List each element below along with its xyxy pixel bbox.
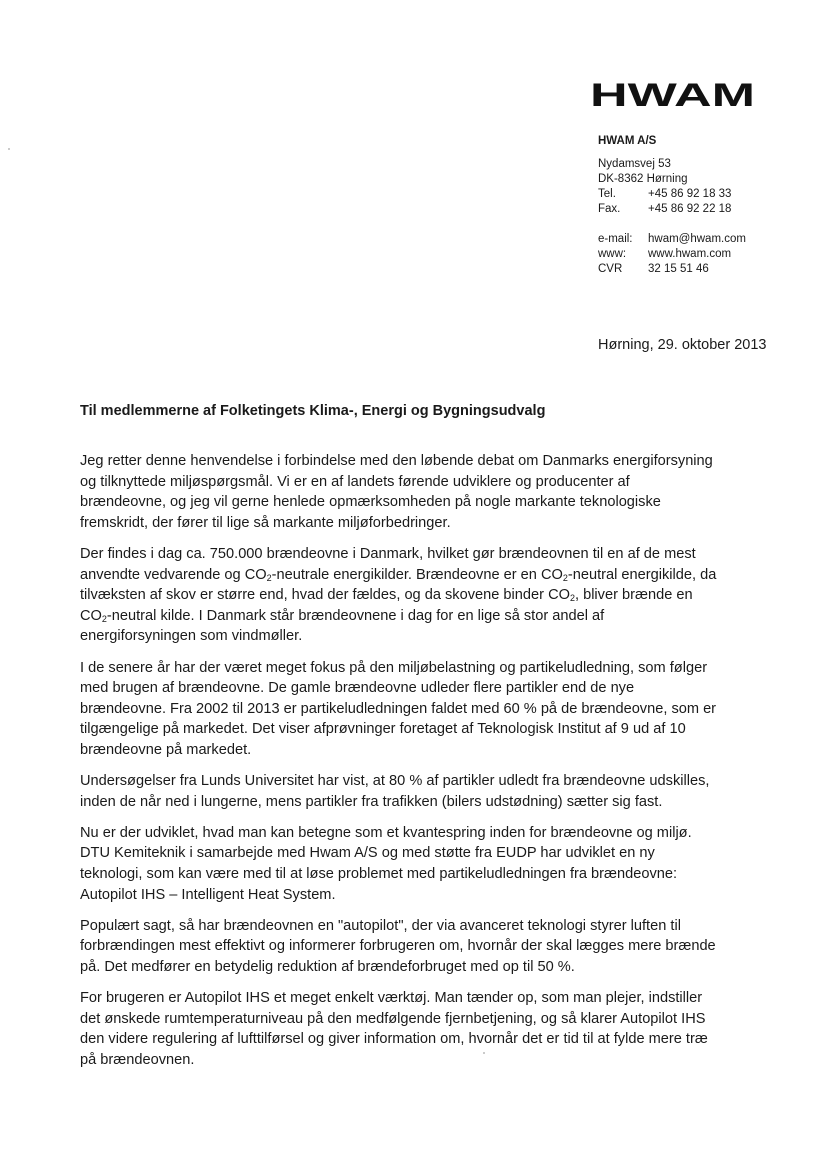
text-line: Nu er der udviklet, hvad man kan betegne som et kvantespring inden for brændeovne og miljø.: [80, 824, 692, 841]
text-segment: tilvæksten af skov er større end, hvad der fældes, og da skovene binder: [80, 587, 549, 604]
paragraph-4: [80, 771, 780, 812]
text-line: den videre regulering af lufttilførsel og giver information om, hvornår det er tid til at fylde mere træ: [80, 1031, 708, 1048]
text-line: energiforsyningen som vindmøller.: [80, 628, 303, 645]
text-segment: -neutral energikilde, da: [567, 566, 717, 583]
text-line: [80, 606, 780, 627]
paragraph-3: [80, 658, 780, 761]
text-line: tilgængelige på markedet. Det viser afprøvninger foretaget af Teknologisk Institut af 9 ud af 10: [80, 721, 686, 738]
co2-formula: $CO_2$: [80, 607, 107, 624]
email-row: [598, 232, 746, 247]
street: Nydamsvej 53: [598, 158, 671, 170]
paragraph-6: [80, 916, 780, 978]
letter-body: [80, 451, 780, 1081]
text-line: med brugen af brændeovne. De gamle brændeovne udleder flere partikler end de nye: [80, 680, 635, 697]
text-line: [80, 585, 780, 606]
scan-speck: [483, 1052, 485, 1054]
paragraph-1: [80, 451, 780, 533]
fax-label: Fax.: [598, 203, 621, 215]
co2-formula: $CO_2$: [244, 566, 272, 583]
svg-text:HWAM: HWAM: [590, 82, 755, 108]
www-value: www.hwam.com: [648, 248, 732, 260]
text-segment: , bliver brænde en: [574, 587, 693, 604]
text-line: inden de når ned i lungerne, mens partikler fra trafikken (bilers udstødning) sætter sig fast.: [80, 793, 663, 810]
text-line: For brugeren er Autopilot IHS et meget enkelt værktøj. Man tænder op, som man plejer, indstiller: [80, 990, 703, 1007]
company-address: [598, 157, 731, 217]
paragraph-5: [80, 823, 780, 905]
text-segment: -neutrale energikilder. Brændeovne er en: [271, 566, 541, 583]
phone-value: +45 86 92 18 33: [648, 188, 732, 200]
cvr-row: [598, 262, 746, 277]
hwam-logo: [590, 82, 755, 108]
text-line: brændeovne. Fra 2002 til 2013 er partikeludledningen faldet med 60 % på de brændeovne, som er: [80, 700, 717, 717]
fax-value: +45 86 92 22 18: [648, 203, 732, 215]
paragraph-7: [80, 988, 780, 1070]
text-line: brændeovne, og jeg vil gerne henlede opmærksomheden på nogle markante teknologiske: [80, 494, 661, 511]
paragraph-2: [80, 544, 780, 647]
text-line: Undersøgelser fra Lunds Universitet har vist, at 80 % af partikler udledt fra brændeovne udskilles,: [80, 773, 710, 790]
www-row: [598, 247, 746, 262]
cvr-value: 32 15 51 46: [648, 263, 709, 275]
www-label: www:: [598, 248, 627, 260]
text-line: Der findes i dag ca. 750.000 brændeovne i Danmark, hvilket gør brændeovnen til en af de mest: [80, 545, 696, 562]
company-contact: [598, 232, 746, 277]
email-value: hwam@hwam.com: [648, 233, 746, 245]
text-line: [80, 565, 780, 586]
city: DK-8362 Hørning: [598, 173, 688, 185]
cvr-label: CVR: [598, 263, 623, 275]
text-line: brændeovne på markedet.: [80, 741, 252, 758]
text-segment: anvendte vedvarende og: [80, 566, 245, 583]
text-line: fremskridt, der fører til lige så markante miljøforbedringer.: [80, 514, 451, 531]
letter-date: Hørning, 29. oktober 2013: [598, 337, 767, 353]
text-line: på. Det medfører en betydelig reduktion af brændeforbruget med op til 50 %.: [80, 959, 575, 976]
text-line: I de senere år har der været meget fokus på den miljøbelastning og partikeludledning, som følger: [80, 659, 708, 676]
phone-row: [598, 187, 731, 202]
text-line: teknologi, som kan være med til at løse problemet med partikeludledningen fra brændeovne:: [80, 866, 678, 883]
co2-formula: $CO_2$: [540, 566, 568, 583]
text-line: det ønskede rumtemperaturniveau på den medfølgende fjernbetjening, og så klarer Autopilot IHS: [80, 1010, 706, 1027]
text-line: forbrændingen mest effektivt og informerer forbrugeren om, hvornår der skal lægges mere brænde: [80, 938, 716, 955]
company-name: HWAM A/S: [598, 135, 657, 147]
co2-formula: $CO_2$: [548, 587, 575, 604]
letter-subject: Til medlemmerne af Folketingets Klima-, Energi og Bygningsudvalg: [80, 403, 546, 419]
text-line: Populært sagt, så har brændeovnen en "autopilot", der via avanceret teknologi styrer luften til: [80, 917, 681, 934]
email-label: e-mail:: [598, 233, 633, 245]
text-line: DTU Kemiteknik i samarbejde med Hwam A/S og med støtte fra EUDP har udviklet en ny: [80, 845, 655, 862]
text-line: Jeg retter denne henvendelse i forbindelse med den løbende debat om Danmarks energiforsyning: [80, 453, 713, 469]
scan-speck: [8, 148, 10, 150]
phone-label: Tel.: [598, 188, 616, 200]
text-line: og tilknyttede miljøspørgsmål. Vi er en af landets førende udviklere og producenter af: [80, 473, 630, 490]
text-segment: -neutral kilde. I Danmark står brændeovnene i dag for en lige så stor andel af: [106, 607, 605, 624]
text-line: Autopilot IHS – Intelligent Heat System.: [80, 886, 336, 903]
text-line: på brændeovnen.: [80, 1052, 195, 1068]
fax-row: [598, 202, 731, 217]
